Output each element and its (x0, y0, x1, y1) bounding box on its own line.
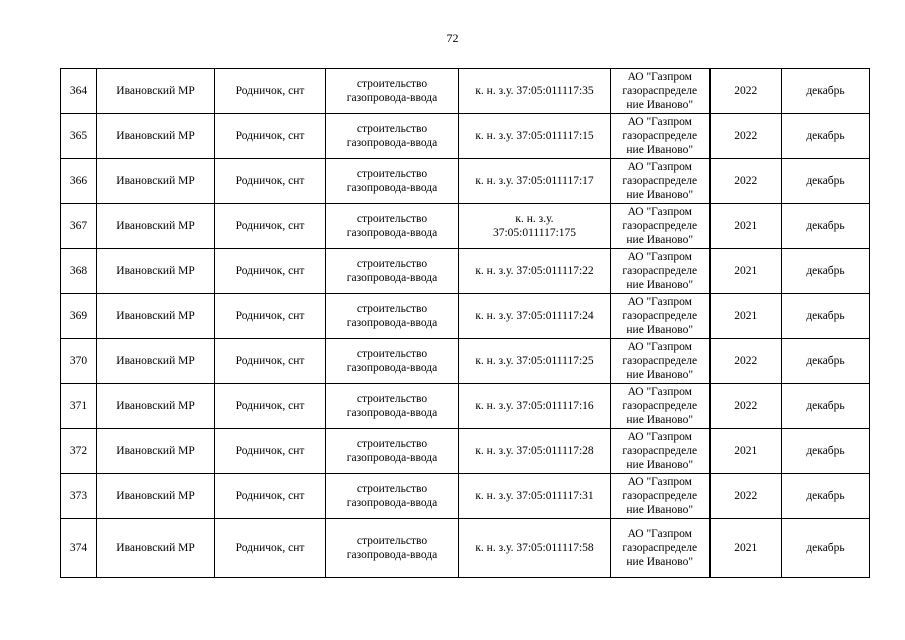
organization-cell (611, 384, 710, 429)
work-type-line: строительство (356, 438, 428, 450)
organization-line: АО "Газпром (627, 386, 692, 398)
work-type-line: строительство (356, 168, 428, 180)
table-row (61, 339, 870, 384)
cadastral-cell: к. н. з.у. 37:05:011117:28 (459, 429, 611, 474)
organization-line: газораспределе (622, 400, 698, 412)
district-cell: Ивановский МР (97, 69, 215, 114)
organization-line: газораспределе (622, 220, 698, 232)
year-cell: 2022 (710, 474, 782, 519)
organization-cell (611, 249, 710, 294)
organization-line: ние Иваново" (626, 369, 694, 381)
organization-line: газораспределе (622, 445, 698, 457)
organization-line: ние Иваново" (626, 189, 694, 201)
row-number: 364 (61, 69, 97, 114)
month-cell: декабрь (782, 294, 870, 339)
work-type-cell (326, 339, 459, 384)
district-cell: Ивановский МР (97, 294, 215, 339)
district-cell: Ивановский МР (97, 474, 215, 519)
organization-cell (611, 294, 710, 339)
cadastral-line: 37:05:011117:175 (492, 227, 577, 239)
organization-line: ние Иваново" (626, 459, 694, 471)
month-cell: декабрь (782, 159, 870, 204)
table-row (61, 384, 870, 429)
settlement-cell: Родничок, снт (215, 384, 326, 429)
cadastral-cell: к. н. з.у. 37:05:011117:31 (459, 474, 611, 519)
table-row (61, 204, 870, 249)
settlement-cell: Родничок, снт (215, 69, 326, 114)
table-row (61, 114, 870, 159)
month-cell: декабрь (782, 384, 870, 429)
organization-cell (611, 474, 710, 519)
settlement-cell: Родничок, снт (215, 429, 326, 474)
organization-line: ние Иваново" (626, 556, 694, 568)
organization-line: АО "Газпром (627, 341, 692, 353)
work-type-line: газопровода-ввода (346, 272, 438, 284)
row-number: 369 (61, 294, 97, 339)
work-type-line: газопровода-ввода (346, 137, 438, 149)
organization-line: ние Иваново" (626, 144, 694, 156)
organization-line: газораспределе (622, 175, 698, 187)
year-cell: 2022 (710, 339, 782, 384)
work-type-line: газопровода-ввода (346, 407, 438, 419)
work-type-line: строительство (356, 348, 428, 360)
district-cell: Ивановский МР (97, 519, 215, 578)
organization-line: газораспределе (622, 542, 698, 554)
organization-line: газораспределе (622, 265, 698, 277)
year-cell: 2021 (710, 519, 782, 578)
work-type-line: строительство (356, 303, 428, 315)
year-cell: 2021 (710, 294, 782, 339)
settlement-cell: Родничок, снт (215, 159, 326, 204)
cadastral-cell: к. н. з.у. 37:05:011117:16 (459, 384, 611, 429)
district-cell: Ивановский МР (97, 429, 215, 474)
cadastral-cell: к. н. з.у. 37:05:011117:24 (459, 294, 611, 339)
row-number: 371 (61, 384, 97, 429)
organization-line: АО "Газпром (627, 251, 692, 263)
organization-line: ние Иваново" (626, 99, 694, 111)
organization-line: ние Иваново" (626, 279, 694, 291)
work-type-cell (326, 384, 459, 429)
work-type-line: строительство (356, 78, 428, 90)
organization-line: АО "Газпром (627, 476, 692, 488)
work-type-line: газопровода-ввода (346, 182, 438, 194)
table-row (61, 519, 870, 578)
organization-line: АО "Газпром (627, 161, 692, 173)
row-number: 374 (61, 519, 97, 578)
page-number: 72 (446, 31, 459, 45)
row-number: 373 (61, 474, 97, 519)
organization-line: АО "Газпром (627, 528, 692, 540)
year-cell: 2022 (710, 159, 782, 204)
organization-line: ние Иваново" (626, 324, 694, 336)
month-cell: декабрь (782, 429, 870, 474)
work-type-line: газопровода-ввода (346, 92, 438, 104)
work-type-cell (326, 114, 459, 159)
cadastral-cell: к. н. з.у. 37:05:011117:35 (459, 69, 611, 114)
organization-cell (611, 69, 710, 114)
cadastral-cell (459, 204, 611, 249)
month-cell: декабрь (782, 519, 870, 578)
district-cell: Ивановский МР (97, 249, 215, 294)
month-cell: декабрь (782, 249, 870, 294)
organization-cell (611, 519, 710, 578)
settlement-cell: Родничок, снт (215, 204, 326, 249)
cadastral-cell: к. н. з.у. 37:05:011117:15 (459, 114, 611, 159)
row-number: 365 (61, 114, 97, 159)
work-type-line: строительство (356, 535, 428, 547)
work-type-cell (326, 69, 459, 114)
cadastral-cell: к. н. з.у. 37:05:011117:25 (459, 339, 611, 384)
work-type-cell (326, 204, 459, 249)
organization-line: газораспределе (622, 130, 698, 142)
organization-line: АО "Газпром (627, 431, 692, 443)
year-cell: 2021 (710, 249, 782, 294)
work-type-cell (326, 159, 459, 204)
organization-line: газораспределе (622, 85, 698, 97)
settlement-cell: Родничок, снт (215, 114, 326, 159)
cadastral-line: к. н. з.у. (515, 213, 554, 225)
organization-line: ние Иваново" (626, 234, 694, 246)
settlement-cell: Родничок, снт (215, 519, 326, 578)
work-type-line: газопровода-ввода (346, 362, 438, 374)
work-type-line: строительство (356, 483, 428, 495)
work-type-line: газопровода-ввода (346, 227, 438, 239)
work-type-cell (326, 519, 459, 578)
district-cell: Ивановский МР (97, 339, 215, 384)
row-number: 367 (61, 204, 97, 249)
work-type-line: газопровода-ввода (346, 452, 438, 464)
organization-line: газораспределе (622, 310, 698, 322)
organization-line: газораспределе (622, 355, 698, 367)
work-type-line: строительство (356, 393, 428, 405)
table-row (61, 294, 870, 339)
year-cell: 2022 (710, 384, 782, 429)
district-cell: Ивановский МР (97, 114, 215, 159)
month-cell: декабрь (782, 339, 870, 384)
row-number: 372 (61, 429, 97, 474)
table-row (61, 474, 870, 519)
work-type-line: газопровода-ввода (346, 497, 438, 509)
month-cell: декабрь (782, 474, 870, 519)
month-cell: декабрь (782, 114, 870, 159)
table-row (61, 249, 870, 294)
work-type-line: строительство (356, 258, 428, 270)
organization-line: АО "Газпром (627, 296, 692, 308)
table-row (61, 69, 870, 114)
organization-cell (611, 204, 710, 249)
settlement-cell: Родничок, снт (215, 249, 326, 294)
organization-cell (611, 339, 710, 384)
district-cell: Ивановский МР (97, 384, 215, 429)
organization-cell (611, 429, 710, 474)
cadastral-cell: к. н. з.у. 37:05:011117:17 (459, 159, 611, 204)
organization-line: АО "Газпром (627, 206, 692, 218)
work-type-line: строительство (356, 123, 428, 135)
organization-line: ние Иваново" (626, 504, 694, 516)
work-type-cell (326, 429, 459, 474)
month-cell: декабрь (782, 204, 870, 249)
work-type-line: газопровода-ввода (346, 549, 438, 561)
settlement-cell: Родничок, снт (215, 294, 326, 339)
district-cell: Ивановский МР (97, 159, 215, 204)
table-row (61, 429, 870, 474)
row-number: 366 (61, 159, 97, 204)
month-cell: декабрь (782, 69, 870, 114)
settlement-cell: Родничок, снт (215, 474, 326, 519)
register-table (60, 68, 870, 578)
organization-line: ние Иваново" (626, 414, 694, 426)
organization-cell (611, 159, 710, 204)
row-number: 368 (61, 249, 97, 294)
year-cell: 2022 (710, 114, 782, 159)
cadastral-cell: к. н. з.у. 37:05:011117:22 (459, 249, 611, 294)
year-cell: 2022 (710, 69, 782, 114)
row-number: 370 (61, 339, 97, 384)
table-row (61, 159, 870, 204)
settlement-cell: Родничок, снт (215, 339, 326, 384)
organization-line: АО "Газпром (627, 116, 692, 128)
district-cell: Ивановский МР (97, 204, 215, 249)
work-type-line: газопровода-ввода (346, 317, 438, 329)
organization-cell (611, 114, 710, 159)
year-cell: 2021 (710, 204, 782, 249)
work-type-cell (326, 294, 459, 339)
organization-line: газораспределе (622, 490, 698, 502)
year-cell: 2021 (710, 429, 782, 474)
work-type-cell (326, 474, 459, 519)
work-type-line: строительство (356, 213, 428, 225)
organization-line: АО "Газпром (627, 71, 692, 83)
work-type-cell (326, 249, 459, 294)
cadastral-cell: к. н. з.у. 37:05:011117:58 (459, 519, 611, 578)
